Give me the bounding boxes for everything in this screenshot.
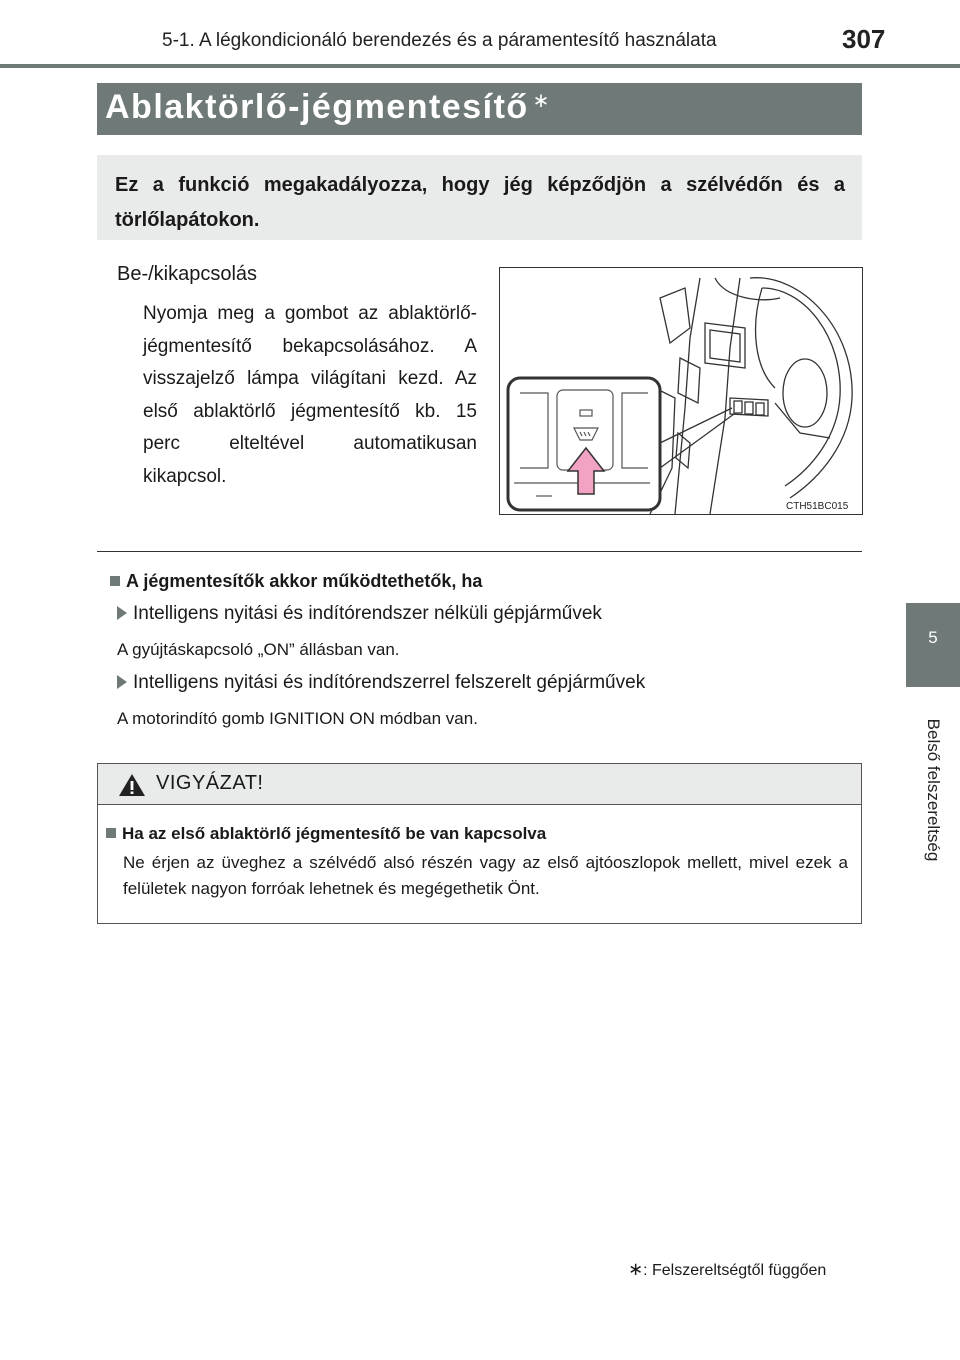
intro-text: Ez a funkció megakadályozza, hogy jég képződjön a szélvédőn és a törlőlapátokon. <box>115 174 845 231</box>
footnote-mark: ∗ <box>628 1259 644 1279</box>
header-rule <box>0 64 960 68</box>
square-bullet-icon <box>106 828 116 838</box>
section-title <box>105 88 551 127</box>
footnote <box>628 1259 826 1280</box>
condition-item: Intelligens nyitási és indítórendszer nélküli gépjárművek <box>117 603 602 625</box>
condition-item: Intelligens nyitási és indítórendszerrel felszerelt gépjárművek <box>117 672 645 694</box>
warning-header <box>98 764 861 805</box>
warning-text: Ne érjen az üveghez a szélvédő alsó részén vagy az első ajtóoszlopok mellett, mivel ezek a felületek nagyon forróak lehetnek és megégethetik Önt. <box>123 853 848 898</box>
conditions-heading: A jégmentesítők akkor működtethetők, ha <box>110 571 482 592</box>
warning-icon <box>118 773 146 797</box>
page-number: 307 <box>842 24 886 54</box>
subheading: Be-/kikapcsolás <box>117 263 258 285</box>
condition-note: A gyújtáskapcsoló „ON” állásban van. <box>117 640 400 659</box>
dashboard-illustration <box>499 267 863 515</box>
divider <box>97 551 862 552</box>
chapter-number: 5 <box>928 628 938 647</box>
illustration-svg <box>500 268 862 514</box>
figure-code: CTH51BC015 <box>786 501 849 512</box>
footnote-text: : Felszereltségtől függően <box>643 1262 827 1279</box>
instruction-text: Nyomja meg a gombot az ablaktörlő-jégmentesítő bekapcsolásához. A visszajelző lámpa világítani kezd. Az első ablaktörlő jégmentesítő kb. 15 perc elteltével automatikusan kikapcsol. <box>143 303 477 487</box>
section-title-text: Ablaktörlő-jégmentesítő <box>105 88 529 126</box>
square-bullet-icon <box>110 576 120 586</box>
triangle-bullet-icon <box>117 675 127 689</box>
condition-note: A motorindító gomb IGNITION ON módban van. <box>117 709 478 728</box>
triangle-bullet-icon <box>117 606 127 620</box>
warning-title: VIGYÁZAT! <box>156 772 264 794</box>
running-header: 5-1. A légkondicionáló berendezés és a páramentesítő használata <box>162 30 717 51</box>
chapter-label: Belső felszereltség <box>924 718 943 862</box>
warning-subheading: Ha az első ablaktörlő jégmentesítő be van kapcsolva <box>106 824 546 844</box>
optional-equipment-mark: ∗ <box>532 90 551 112</box>
warning-box <box>97 763 862 924</box>
